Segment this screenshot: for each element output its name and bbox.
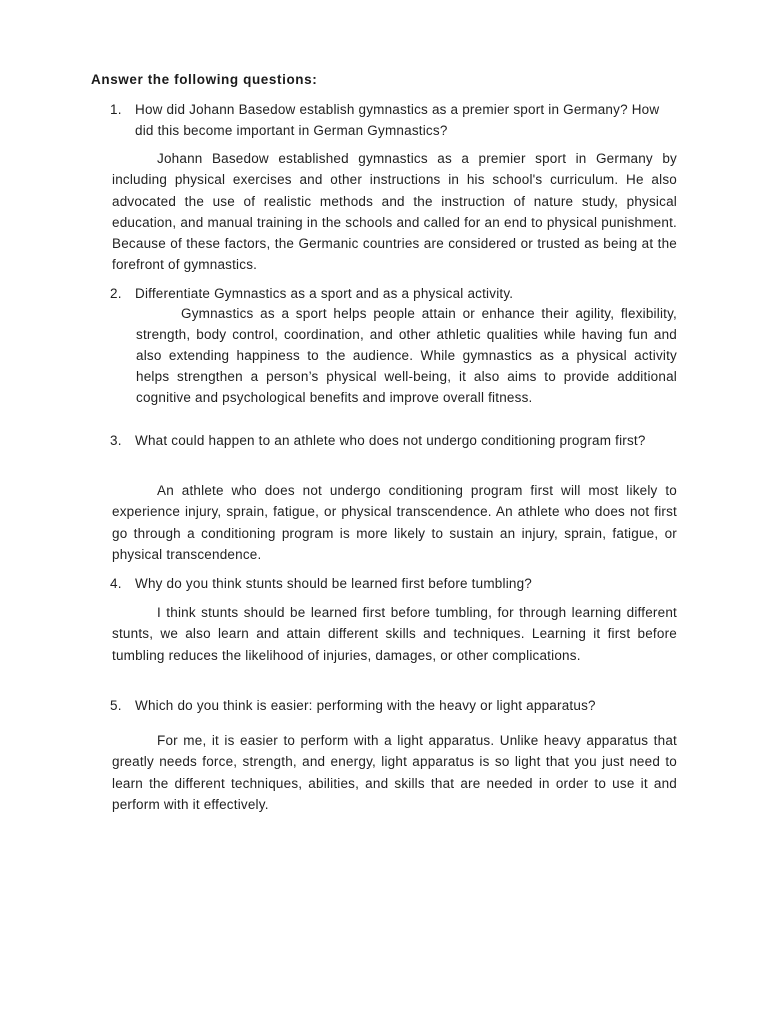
question-text: Differentiate Gymnastics as a sport and as a physical activity. — [135, 286, 514, 301]
answer-5: For me, it is easier to perform with a light apparatus. Unlike heavy apparatus that greatly needs force, strength, and energy, light apparatus is so light that you just need to learn the different techniques, abilities, and skills that are needed in order to use it and perform with it effectively. — [112, 733, 677, 812]
question-text: What could happen to an athlete who does not undergo conditioning program first? — [135, 433, 646, 448]
question-number: 5. — [110, 698, 122, 713]
question-3 — [110, 430, 676, 451]
question-number: 1. — [110, 102, 122, 117]
question-text: How did Johann Basedow establish gymnastics as a premier sport in Germany? How did this become important in German Gymnastics? — [135, 102, 660, 138]
question-4 — [110, 573, 676, 594]
question-text: Which do you think is easier: performing with the heavy or light apparatus? — [135, 698, 596, 713]
question-number: 2. — [110, 286, 122, 301]
question-5 — [110, 695, 676, 716]
answer-3: An athlete who does not undergo conditioning program first will most likely to experience injury, sprain, fatigue, or physical transcendence. An athlete who does not first go through a conditioning program is more likely to sustain an injury, sprain, fatigue, or physical transcendence. — [112, 483, 677, 562]
answer-1: Johann Basedow established gymnastics as a premier sport in Germany by including physical exercises and other instructions in his school's curriculum. He also advocated the use of realistic methods and the instruction of nature study, physical education, and manual training in the schools and called for an end to physical punishment. Because of these factors, the Germanic countries are considered or trusted as being at the forefront of gymnastics. — [112, 151, 677, 273]
page-heading: Answer the following questions: — [91, 72, 318, 87]
question-2 — [110, 283, 676, 304]
answer-2: Gymnastics as a sport helps people attain or enhance their agility, flexibility, strength, body control, coordination, and other athletic qualities while having fun and also extending happiness to the audience. While gymnastics as a physical activity helps strengthen a person’s physical well-being, it also aims to provide additional cognitive and psychological benefits and improve overall fitness. — [136, 306, 677, 405]
question-1 — [110, 99, 676, 141]
answer-4: I think stunts should be learned first before tumbling, for through learning different stunts, we also learn and attain different skills and techniques. Learning it first before tumbling reduces the likelihood of injuries, damages, or other complications. — [112, 605, 677, 663]
question-text: Why do you think stunts should be learned first before tumbling? — [135, 576, 533, 591]
question-number: 4. — [110, 576, 122, 591]
question-number: 3. — [110, 433, 122, 448]
